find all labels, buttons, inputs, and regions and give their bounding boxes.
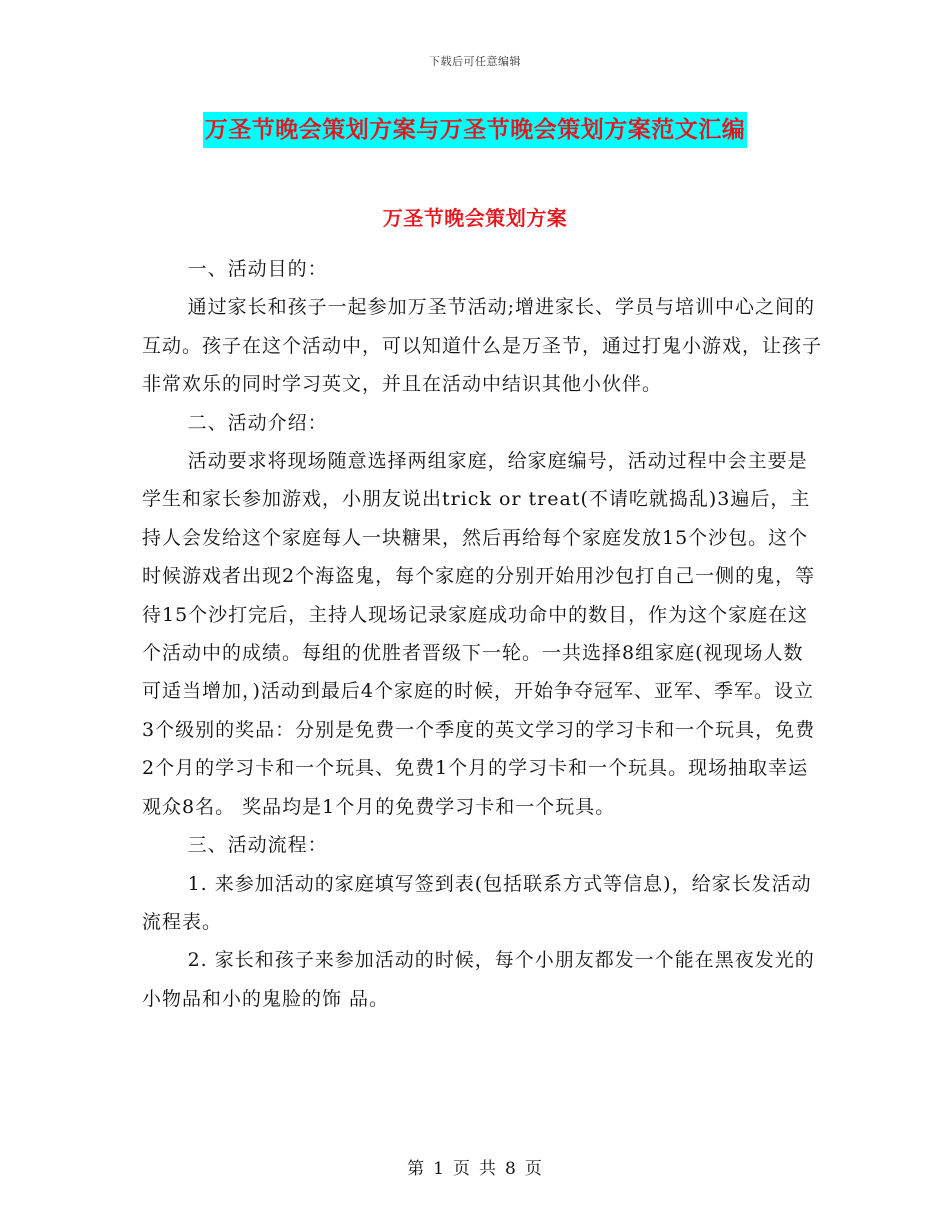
footer-page-number: 1 [433,1159,445,1179]
footer-page-label: 页 [453,1159,471,1179]
footer-total-suffix: 页 [524,1159,543,1179]
paragraph-heading-process: 三、活动流程： [187,834,328,857]
main-title-container [0,112,950,148]
page-footer [0,1154,950,1179]
main-title: 万圣节晚会策划方案与万圣节晚会策划方案范文汇编 [203,112,748,148]
paragraph-intro: 活动要求将现场随意选择两组家庭，给家庭编号，活动过程中会主要是学生和家长参加游戏，小朋友说出trick or treat(不请吃就捣乱)3遍后，主持人会发给这个家庭每人一块糖果，然后再给每个家庭发放15个沙包。这个时候游戏者出现2个海盗鬼，每个家庭的分别开始用沙包打自己一侧的鬼，等待15个沙打完后，主持人现场记录家庭成功命中的数目，作为这个家庭在这个活动中的成绩。每组的优胜者晋级下一轮。一共选择8组家庭(视现场人数可适当增加，)活动到最后4个家庭的时候，开始争夺冠军、亚军、季军。设立3个级别的奖品：分别是免费一个季度的英文学习的学习卡和一个玩具，免费2个月的学习卡和一个玩具、免费1个月的学习卡和一个玩具。现场抽取幸运观众8名。 奖品均是1个月的免费学习卡和一个玩具。 [142,450,816,818]
paragraph-process-step-1: 1. 来参加活动的家庭填写签到表(包括联系方式等信息)，给家长发活动流程表。 [142,872,812,933]
paragraph-heading-intro: 二、活动介绍： [187,411,328,434]
section-title: 万圣节晚会策划方案 [382,206,568,230]
footer-page-prefix: 第 [407,1159,426,1179]
header-note: 下载后可任意编辑 [429,55,521,68]
footer-total-prefix: 共 [479,1159,497,1179]
paragraph-process-step-2: 2. 家长和孩子来参加活动的时候，每个小朋友都发一个能在黑夜发光的小物品和小的鬼脸的饰 品。 [142,949,815,1010]
paragraph-purpose: 通过家长和孩子一起参加万圣节活动;增进家长、学员与培训中心之间的互动。孩子在这个活动中，可以知道什么是万圣节，通过打鬼小游戏，让孩子非常欢乐的同时学习英文，并且在活动中结识其他小伙伴。 [142,296,823,396]
paragraph-heading-purpose: 一、活动目的： [187,258,328,280]
footer-total-pages: 8 [505,1159,517,1179]
document-body [142,250,822,1018]
